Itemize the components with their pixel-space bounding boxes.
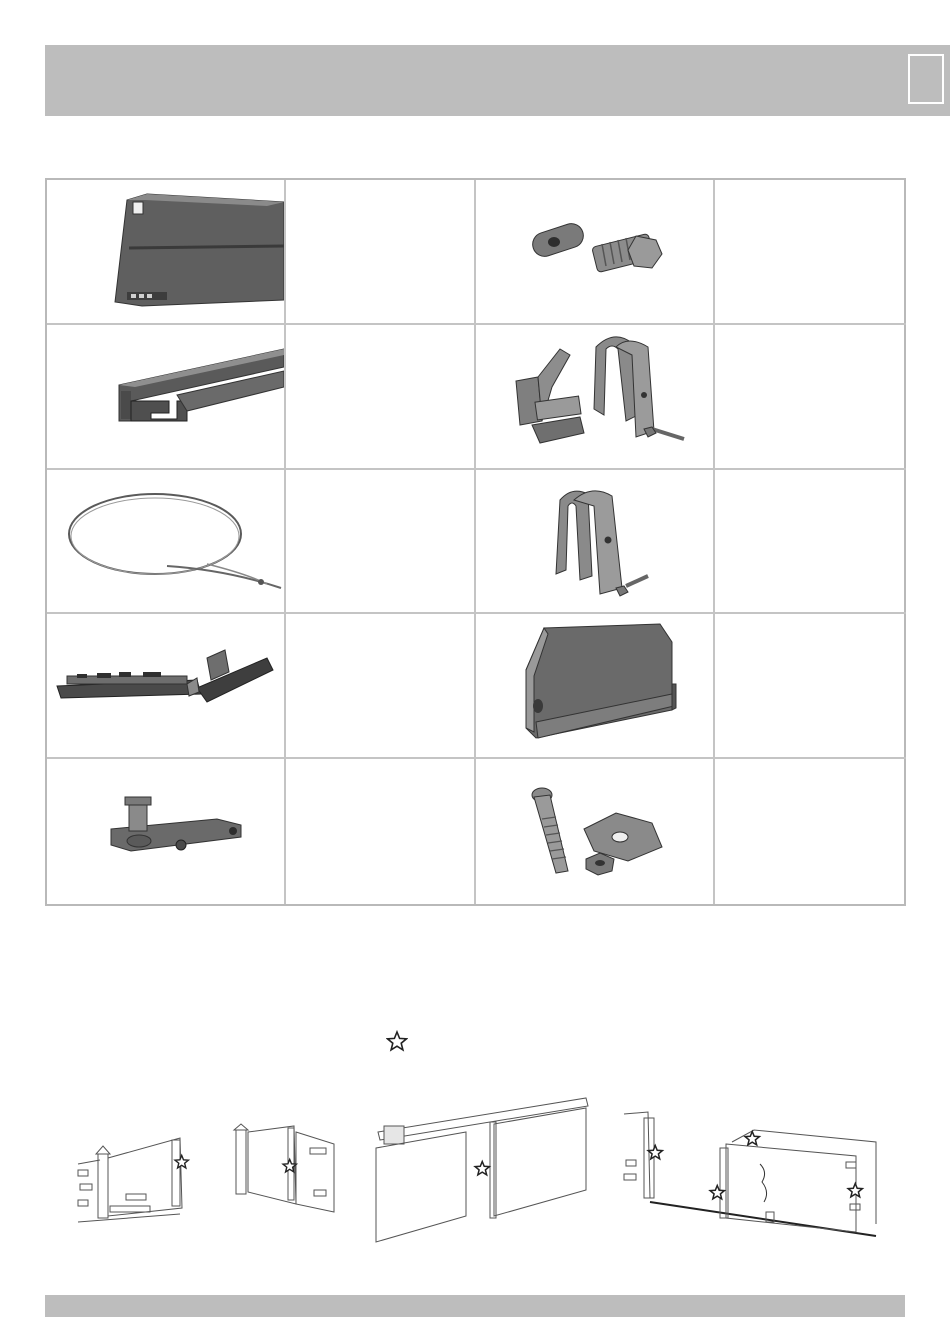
part-desc-cell xyxy=(286,180,476,325)
roller-bracket-icon xyxy=(47,759,284,903)
rail-profile-icon xyxy=(47,180,284,324)
bracket-icon xyxy=(476,470,713,614)
part-image-cell xyxy=(476,325,715,470)
bolt-nut-washer-icon xyxy=(476,759,713,903)
part-image-cell xyxy=(476,470,715,615)
part-description xyxy=(286,180,474,200)
pin-and-bolt-icon xyxy=(476,180,713,324)
star-icon xyxy=(475,1162,489,1175)
part-description xyxy=(286,614,474,634)
part-desc-cell xyxy=(286,325,476,470)
part-image-cell xyxy=(476,614,715,759)
part-description xyxy=(715,180,906,200)
star-icon xyxy=(175,1155,188,1168)
double-swing-gate-diagram-icon xyxy=(230,1120,340,1220)
part-description xyxy=(286,325,474,345)
part-description xyxy=(715,325,906,345)
control-board-icon xyxy=(47,614,284,758)
part-desc-cell xyxy=(715,325,906,470)
part-desc-cell xyxy=(286,759,476,904)
part-image-cell xyxy=(47,325,286,470)
star-icon xyxy=(710,1186,724,1199)
part-desc-cell xyxy=(286,614,476,759)
part-image-cell xyxy=(47,614,286,759)
part-description xyxy=(286,470,474,490)
part-description xyxy=(715,614,906,634)
star-icon xyxy=(386,1030,408,1052)
part-desc-cell xyxy=(715,614,906,759)
part-desc-cell xyxy=(715,470,906,615)
part-image-cell xyxy=(476,180,715,325)
part-image-cell xyxy=(47,759,286,904)
part-description xyxy=(715,759,906,779)
part-image-cell xyxy=(47,180,286,325)
part-desc-cell xyxy=(715,180,906,325)
section-tab-box xyxy=(908,54,944,104)
part-description xyxy=(286,759,474,779)
parts-table xyxy=(45,178,906,906)
swing-gate-diagram-icon xyxy=(70,1130,200,1230)
installation-note xyxy=(120,1030,830,1052)
cover-block-icon xyxy=(476,614,713,758)
sliding-gate-diagram-icon xyxy=(620,1108,880,1238)
page-header-bar xyxy=(45,45,950,116)
star-icon xyxy=(648,1146,662,1159)
channel-profile-icon xyxy=(47,325,284,469)
page-footer-bar xyxy=(45,1295,905,1317)
star-icon xyxy=(848,1184,862,1197)
part-desc-cell xyxy=(715,759,906,904)
clamp-and-bracket-icon xyxy=(476,325,713,469)
sliding-door-diagram-icon xyxy=(370,1092,594,1248)
cable-icon xyxy=(47,470,284,614)
part-image-cell xyxy=(476,759,715,904)
part-image-cell xyxy=(47,470,286,615)
part-desc-cell xyxy=(286,470,476,615)
part-description xyxy=(715,470,906,490)
